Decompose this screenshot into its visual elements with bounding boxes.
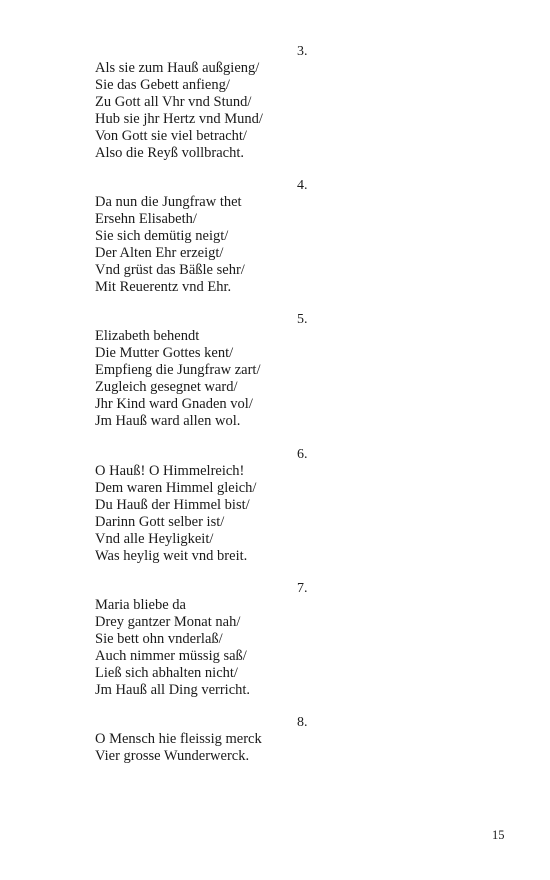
verse-line: Maria bliebe da [95, 597, 186, 613]
verse-line: Zugleich gesegnet ward/ [95, 379, 238, 395]
verse-line: Dem waren Himmel gleich/ [95, 480, 257, 496]
verse-line: Da nun die Jungfraw thet [95, 194, 242, 210]
verse-line: Ersehn Elisabeth/ [95, 211, 197, 227]
verse-line: Sie bett ohn vnderlaß/ [95, 631, 223, 647]
stanza-number: 3. [297, 44, 308, 59]
verse-line: Sie das Gebett anfieng/ [95, 77, 230, 93]
verse-line: Der Alten Ehr erzeigt/ [95, 245, 224, 261]
verse-line: Mit Reuerentz vnd Ehr. [95, 279, 232, 295]
verse-line: Vnd alle Heyligkeit/ [95, 531, 214, 547]
stanza-lines [95, 597, 250, 699]
verse-line: Hub sie jhr Hertz vnd Mund/ [95, 111, 263, 127]
stanza-number: 4. [297, 178, 308, 193]
verse-line: Sie sich demütig neigt/ [95, 228, 229, 244]
verse-line: Die Mutter Gottes kent/ [95, 345, 234, 361]
verse-line: Zu Gott all Vhr vnd Stund/ [95, 94, 252, 110]
stanza-number: 7. [297, 581, 308, 596]
verse-line: Auch nimmer müssig saß/ [95, 648, 247, 664]
verse-line: Elizabeth behendt [95, 328, 200, 344]
verse-line: Du Hauß der Himmel bist/ [95, 497, 250, 513]
verse-line: Jm Hauß all Ding verricht. [95, 682, 251, 698]
stanza-lines [95, 328, 260, 430]
verse-line: Vier grosse Wunderwerck. [95, 748, 250, 764]
stanza-lines [95, 731, 262, 765]
verse-line: Von Gott sie viel betracht/ [95, 128, 247, 144]
verse-line: Also die Reyß vollbracht. [95, 145, 245, 161]
verse-line: Jhr Kind ward Gnaden vol/ [95, 396, 253, 412]
verse-line: Vnd grüst das Bäßle sehr/ [95, 262, 245, 278]
stanza-lines [95, 194, 245, 296]
verse-line: O Hauß! O Himmelreich! [95, 463, 245, 479]
verse-line: Darinn Gott selber ist/ [95, 514, 225, 530]
verse-line: Als sie zum Hauß außgieng/ [95, 60, 260, 76]
verse-line: Drey gantzer Monat nah/ [95, 614, 241, 630]
page-number: 15 [492, 828, 505, 842]
stanza-number: 6. [297, 447, 308, 462]
verse-line: Empfieng die Jungfraw zart/ [95, 362, 261, 378]
verse-line: Jm Hauß ward allen wol. [95, 413, 241, 429]
verse-line: Was heylig weit vnd breit. [95, 548, 248, 564]
verse-line: Ließ sich abhalten nicht/ [95, 665, 238, 681]
stanza-lines [95, 463, 256, 565]
stanza-lines [95, 60, 263, 162]
stanza-number: 8. [297, 715, 308, 730]
verse-line: O Mensch hie fleissig merck [95, 731, 262, 747]
stanza-number: 5. [297, 312, 308, 327]
